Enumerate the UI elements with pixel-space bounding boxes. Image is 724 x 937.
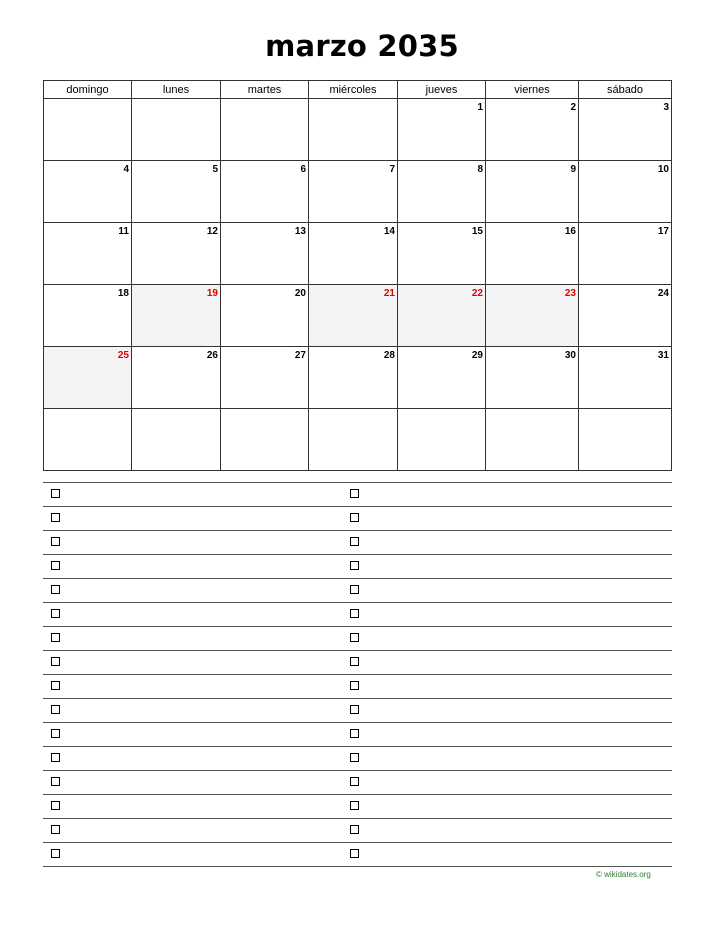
week-row <box>44 285 672 347</box>
day-number: 24 <box>657 288 669 299</box>
day-number: 26 <box>206 350 218 361</box>
checkbox-icon[interactable] <box>51 777 60 786</box>
empty-day-cell <box>44 409 132 471</box>
weekday-header: sábado <box>579 81 672 99</box>
day-cell <box>486 223 579 285</box>
checkbox-icon[interactable] <box>51 801 60 810</box>
checkbox-icon[interactable] <box>51 561 60 570</box>
empty-day-cell <box>132 99 221 161</box>
day-cell <box>44 347 132 409</box>
checkbox-icon[interactable] <box>51 657 60 666</box>
checkbox-icon[interactable] <box>350 705 359 714</box>
day-number: 11 <box>118 226 129 237</box>
checkbox-icon[interactable] <box>350 753 359 762</box>
day-cell <box>221 161 309 223</box>
day-number: 29 <box>471 350 483 361</box>
checkbox-icon[interactable] <box>51 753 60 762</box>
checkbox-icon[interactable] <box>350 825 359 834</box>
todo-row <box>43 602 672 626</box>
checkbox-icon[interactable] <box>350 657 359 666</box>
day-number: 10 <box>657 164 669 175</box>
day-cell <box>221 347 309 409</box>
day-number: 5 <box>212 164 218 175</box>
day-cell <box>44 285 132 347</box>
day-cell <box>398 223 486 285</box>
day-cell <box>579 347 672 409</box>
day-number: 9 <box>570 164 576 175</box>
day-number: 31 <box>657 350 669 361</box>
todo-row <box>43 674 672 698</box>
day-cell <box>398 347 486 409</box>
todo-row <box>43 842 672 867</box>
day-number: 1 <box>477 102 483 113</box>
day-cell <box>309 285 398 347</box>
day-cell <box>132 285 221 347</box>
checkbox-icon[interactable] <box>350 777 359 786</box>
day-number: 3 <box>663 102 669 113</box>
day-cell <box>398 99 486 161</box>
day-number: 25 <box>117 350 129 361</box>
day-cell <box>132 347 221 409</box>
day-cell <box>221 285 309 347</box>
day-cell <box>398 161 486 223</box>
checkbox-icon[interactable] <box>51 609 60 618</box>
day-number: 2 <box>570 102 576 113</box>
checkbox-icon[interactable] <box>350 609 359 618</box>
day-number: 18 <box>117 288 129 299</box>
day-cell <box>44 161 132 223</box>
checkbox-icon[interactable] <box>51 489 60 498</box>
day-number: 8 <box>477 164 483 175</box>
day-number: 7 <box>389 164 395 175</box>
week-row <box>44 223 672 285</box>
checkbox-icon[interactable] <box>51 729 60 738</box>
day-number: 12 <box>206 226 218 237</box>
day-number: 14 <box>383 226 395 237</box>
todo-list <box>43 482 672 867</box>
day-cell <box>398 285 486 347</box>
weekday-header: miércoles <box>309 81 398 99</box>
day-number: 4 <box>123 164 129 175</box>
day-cell <box>486 347 579 409</box>
day-cell <box>44 223 132 285</box>
todo-row <box>43 554 672 578</box>
empty-day-cell <box>486 409 579 471</box>
checkbox-icon[interactable] <box>51 633 60 642</box>
empty-day-cell <box>398 409 486 471</box>
checkbox-icon[interactable] <box>51 585 60 594</box>
todo-row <box>43 746 672 770</box>
checkbox-icon[interactable] <box>350 489 359 498</box>
weekday-header-row <box>44 81 672 99</box>
checkbox-icon[interactable] <box>51 825 60 834</box>
empty-day-cell <box>221 409 309 471</box>
page-title: marzo 2035 <box>265 29 459 63</box>
checkbox-icon[interactable] <box>350 633 359 642</box>
todo-row <box>43 698 672 722</box>
empty-day-cell <box>132 409 221 471</box>
weekday-header: lunes <box>132 81 221 99</box>
week-row <box>44 161 672 223</box>
day-number: 20 <box>294 288 306 299</box>
day-cell <box>309 347 398 409</box>
checkbox-icon[interactable] <box>51 513 60 522</box>
day-number: 28 <box>383 350 395 361</box>
todo-row <box>43 770 672 794</box>
empty-day-cell <box>309 99 398 161</box>
todo-row <box>43 650 672 674</box>
day-number: 30 <box>564 350 576 361</box>
day-number: 6 <box>300 164 306 175</box>
day-number: 23 <box>564 288 576 299</box>
weekday-header: domingo <box>44 81 132 99</box>
empty-day-cell <box>221 99 309 161</box>
checkbox-icon[interactable] <box>350 537 359 546</box>
day-cell <box>132 161 221 223</box>
day-cell <box>486 99 579 161</box>
checkbox-icon[interactable] <box>350 585 359 594</box>
todo-row <box>43 818 672 842</box>
day-cell <box>132 223 221 285</box>
day-cell <box>486 161 579 223</box>
checkbox-icon[interactable] <box>51 705 60 714</box>
todo-row <box>43 530 672 554</box>
day-cell <box>309 223 398 285</box>
calendar-grid <box>43 80 672 471</box>
todo-row <box>43 578 672 602</box>
week-row <box>44 347 672 409</box>
day-number: 15 <box>471 226 483 237</box>
day-number: 13 <box>294 226 306 237</box>
day-number: 22 <box>471 288 483 299</box>
todo-row <box>43 626 672 650</box>
day-number: 16 <box>564 226 576 237</box>
checkbox-icon[interactable] <box>51 537 60 546</box>
day-cell <box>579 285 672 347</box>
checkbox-icon[interactable] <box>51 681 60 690</box>
checkbox-icon[interactable] <box>350 681 359 690</box>
day-number: 19 <box>206 288 218 299</box>
week-row <box>44 99 672 161</box>
weekday-header: martes <box>221 81 309 99</box>
empty-day-cell <box>309 409 398 471</box>
week-row <box>44 409 672 471</box>
weekday-header: jueves <box>398 81 486 99</box>
checkbox-icon[interactable] <box>350 801 359 810</box>
empty-day-cell <box>44 99 132 161</box>
todo-row <box>43 722 672 746</box>
todo-row <box>43 506 672 530</box>
checkbox-icon[interactable] <box>350 561 359 570</box>
footer-credit: © wikidates.org <box>596 870 651 879</box>
day-cell <box>486 285 579 347</box>
checkbox-icon[interactable] <box>350 729 359 738</box>
checkbox-icon[interactable] <box>350 849 359 858</box>
day-cell <box>221 223 309 285</box>
checkbox-icon[interactable] <box>51 849 60 858</box>
todo-row <box>43 794 672 818</box>
day-cell <box>579 99 672 161</box>
checkbox-icon[interactable] <box>350 513 359 522</box>
day-cell <box>309 161 398 223</box>
todo-row <box>43 482 672 506</box>
day-number: 21 <box>383 288 395 299</box>
day-number: 27 <box>294 350 306 361</box>
day-cell <box>579 223 672 285</box>
weekday-header: viernes <box>486 81 579 99</box>
day-cell <box>579 161 672 223</box>
empty-day-cell <box>579 409 672 471</box>
day-number: 17 <box>657 226 669 237</box>
